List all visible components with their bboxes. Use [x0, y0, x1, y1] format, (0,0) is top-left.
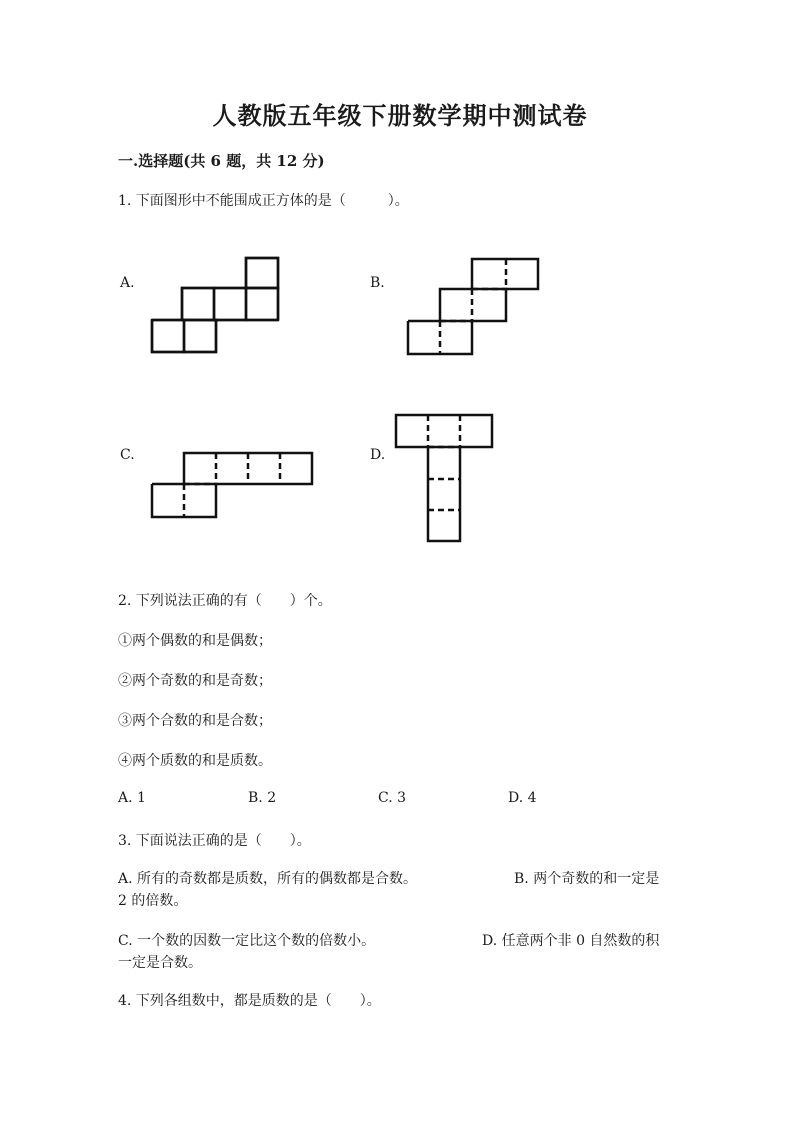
q1-option-a-label: A.	[120, 275, 135, 291]
q1-option-a-figure	[150, 256, 280, 356]
q2-option-b: B. 2	[248, 790, 277, 806]
q3-option-a: A. 所有的奇数都是质数，所有的偶数都是合数。	[118, 871, 418, 887]
q1-option-c-figure	[150, 451, 315, 521]
q1-option-b-figure	[406, 257, 541, 357]
question-1-text: 1. 下面图形中不能围成正方体的是（ ）。	[118, 193, 409, 209]
q1-option-d-label: D.	[370, 447, 386, 463]
q3-option-d-line1: D. 任意两个非 0 自然数的积	[482, 933, 660, 949]
q3-option-c: C. 一个数的因数一定比这个数的倍数小。	[118, 933, 376, 949]
q2-statement-1: ①两个偶数的和是偶数；	[118, 633, 272, 649]
question-2-text: 2. 下列说法正确的有（ ）个。	[118, 593, 332, 609]
question-3-text: 3. 下面说法正确的是（ ）。	[118, 833, 311, 849]
q1-option-c-label: C.	[120, 447, 135, 463]
q2-statement-4: ④两个质数的和是质数。	[118, 753, 272, 769]
q1-option-d-figure	[394, 413, 496, 545]
q3-option-b-line2: 2 的倍数。	[118, 893, 188, 909]
q2-statement-3: ③两个合数的和是合数；	[118, 713, 272, 729]
q2-option-a: A. 1	[118, 790, 146, 806]
q2-option-d: D. 4	[508, 790, 537, 806]
page-title: 人教版五年级下册数学期中测试卷	[212, 101, 588, 130]
q2-option-c: C. 3	[378, 790, 407, 806]
question-4-text: 4. 下列各组数中，都是质数的是（ ）。	[118, 993, 381, 1009]
q2-statement-2: ②两个奇数的和是奇数；	[118, 673, 272, 689]
q3-option-d-line2: 一定是合数。	[118, 955, 202, 971]
q1-option-b-label: B.	[370, 275, 385, 291]
q3-option-b-line1: B. 两个奇数的和一定是	[514, 871, 660, 887]
section-heading: 一.选择题(共 6 题，共 12 分)	[118, 152, 325, 170]
